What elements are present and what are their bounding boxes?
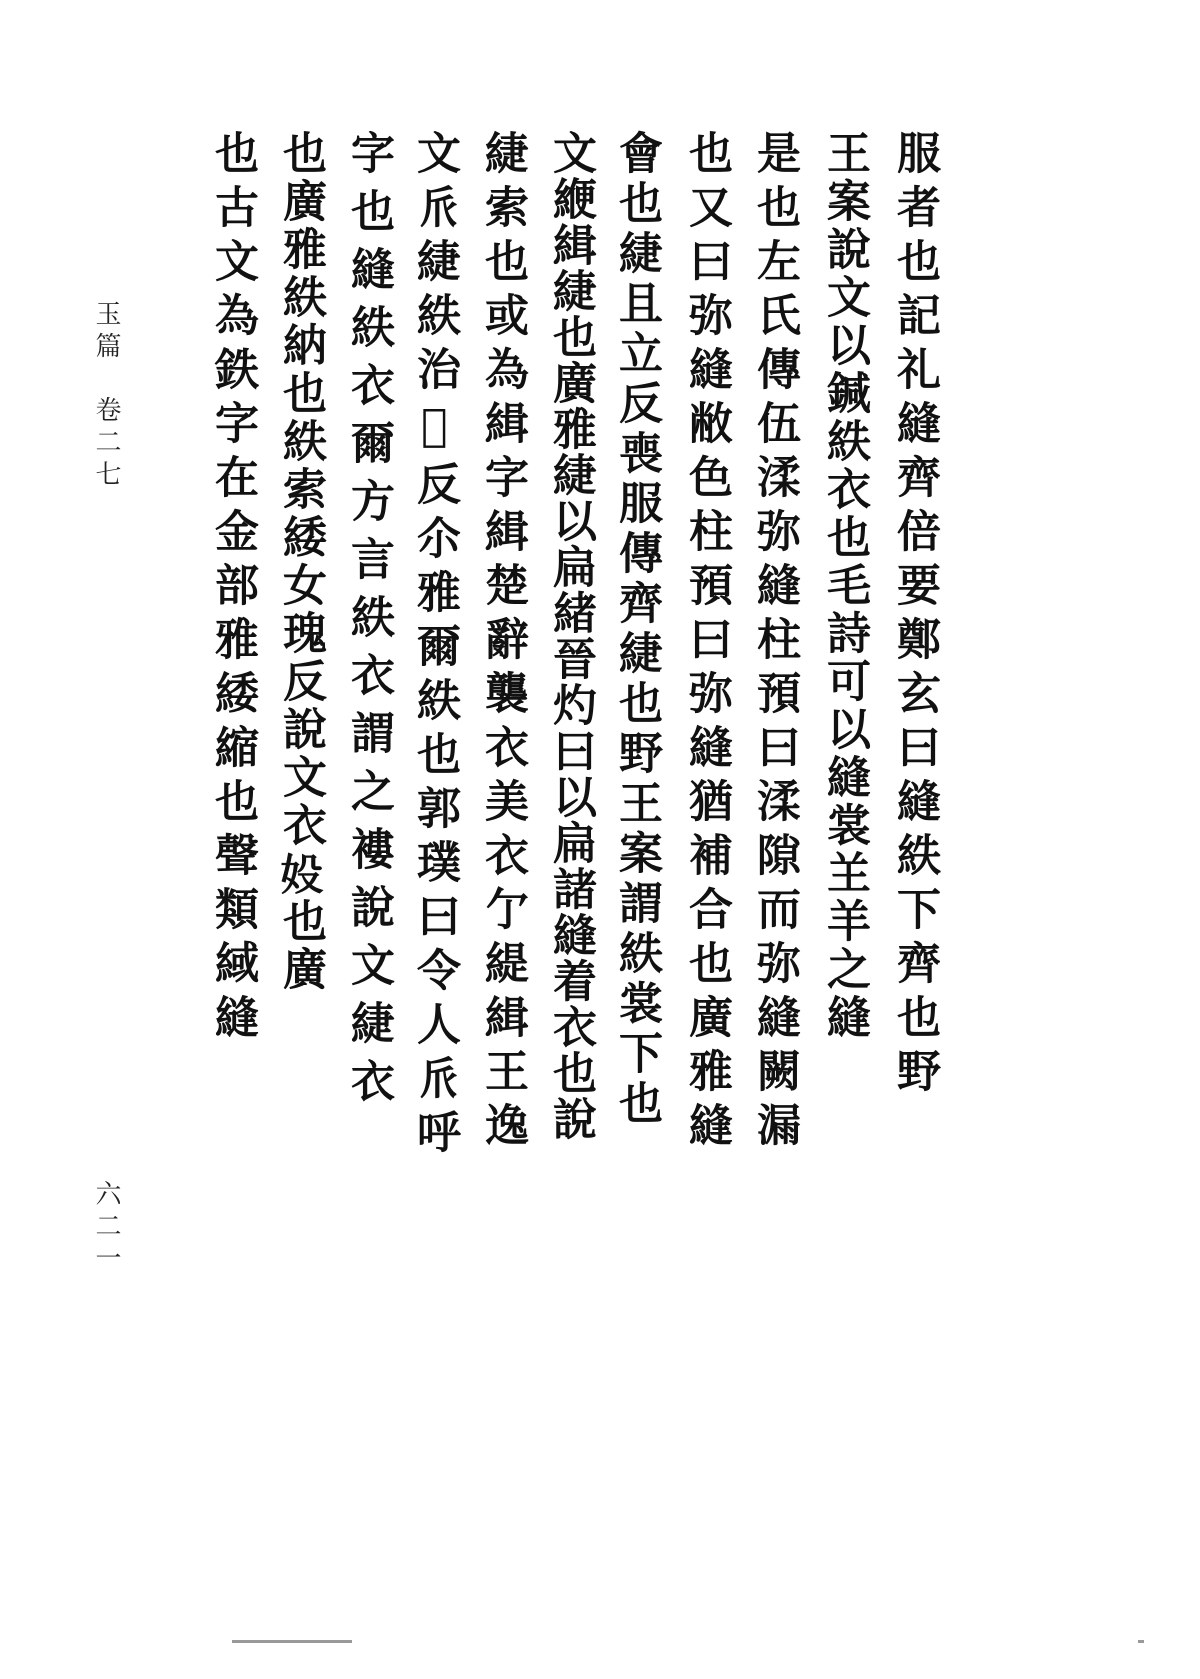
text-column-10: 也廣雅紩納也紩索緌女瑰反說文衣𡚾也廣 xyxy=(275,130,326,994)
text-column-6: 文緶緝緁也廣雅緁以扁緒晉灼曰以扁諸縫着衣也說 xyxy=(545,130,596,1142)
text-column-8: 文𠂢緁紩治𦂧反尒雅爾紩也郭璞曰令人𠂢呼 xyxy=(409,130,460,1163)
book-title-margin: 玉篇 卷二七 xyxy=(91,300,121,492)
text-column-7: 緁索也或為緝字緝楚辭襲衣美衣亇緹緝王逸 xyxy=(477,130,528,1156)
scan-artifact xyxy=(232,1640,352,1643)
text-column-1: 服者也記礼縫齊倍要鄭玄曰縫紩下齊也野 xyxy=(889,130,940,1102)
text-column-5: 會也緁且立反喪服傳齊緁也野王案謂紩裳下也 xyxy=(611,130,662,1130)
text-column-11: 也古文為鉄字在金部雅緌縮也聲類緎縫 xyxy=(207,130,258,1048)
page-number-margin: 六二一 xyxy=(91,1180,121,1276)
text-column-2: 王案說文以鍼紩衣也毛詩可以縫裳𦍌羊之縫 xyxy=(819,130,870,1042)
text-column-3: 是也左氏傳伍渘弥縫柱預曰渘隙而弥縫闕漏 xyxy=(749,130,800,1156)
text-column-4: 也又曰弥縫敝色柱預曰弥縫猶補合也廣雅縫 xyxy=(681,130,732,1156)
scan-artifact-dot xyxy=(1138,1640,1144,1643)
text-column-9: 字也縫紩衣爾方言紩衣謂之褸說文緁衣 xyxy=(343,130,394,1116)
